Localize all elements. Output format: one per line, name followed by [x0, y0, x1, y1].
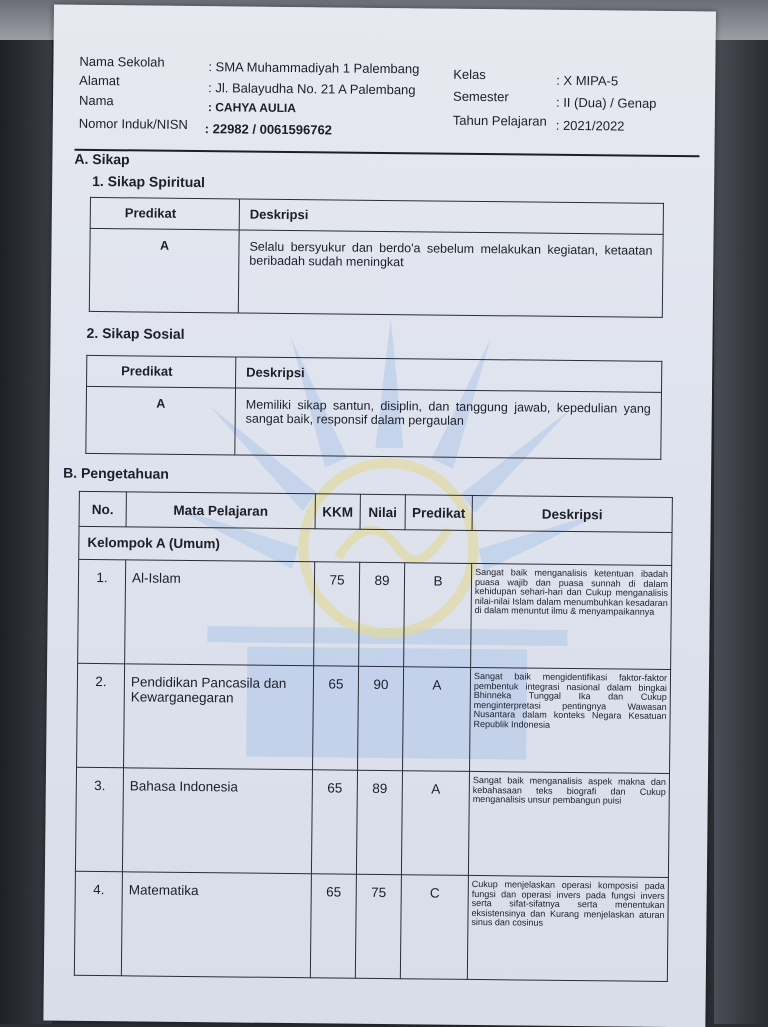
row-deskripsi: Sangat baik menganalisis aspek makna dan kebahasaan teks biografi dan Cukup menganalisis unsur pembangun puisi [468, 771, 669, 877]
header-value-year: : 2021/2022 [555, 117, 625, 134]
header-value-semester: : II (Dua) / Genap [555, 94, 657, 111]
row-nilai: 89 [356, 770, 402, 874]
header-value-class: : X MIPA-5 [556, 72, 619, 89]
group-label: Kelompok A (Umum) [79, 526, 672, 565]
col-no: No. [79, 491, 126, 526]
header-label-address: Alamat [79, 72, 120, 89]
row-kkm: 65 [311, 770, 357, 874]
background-right [714, 0, 768, 1024]
row-kkm: 75 [314, 562, 360, 666]
col-predikat: Predikat [405, 495, 472, 531]
table-row [77, 663, 671, 773]
row-predikat: A [401, 771, 469, 876]
header-label-nisn: Nomor Induk/NISN [78, 115, 188, 132]
col-nilai: Nilai [360, 494, 405, 529]
col-kkm: KKM [315, 494, 360, 529]
row-nilai: 90 [358, 666, 404, 770]
row-mapel: Pendidikan Pancasila dan Kewarganegaran [124, 664, 314, 770]
row-deskripsi: Sangat baik menganalisis ketentuan ibadah puasa wajib dan puasa sunnah di dalam kehidupan sehari-hari dan Cukup menganalisis nilai-nilai Islam dalam menumbuhkan kesadaran di dalam menuntut ilmu & menyampaikannya [471, 563, 672, 669]
col-deskripsi: Deskripsi [472, 495, 672, 532]
section-b-title: B. Pengetahuan [63, 464, 169, 482]
header-value-address: : Jl. Balayudha No. 21 A Palembang [208, 80, 416, 98]
row-no: 2. [77, 663, 125, 767]
col-predikat: Predikat [90, 197, 239, 230]
col-predikat: Predikat [87, 355, 236, 388]
row-deskripsi: Cukup menjelaskan operasi komposisi pada fungsi dan operasi invers pada fungsi invers serta sifat-sifatnya serta menentukan eksistensinya dan Kurang menjelaskan aturan sinus dan cosinus [467, 875, 668, 981]
table-row [75, 767, 669, 877]
header-value-nisn: : 22982 / 0061596762 [204, 121, 333, 138]
row-no: 1. [78, 559, 126, 663]
sosial-deskripsi: Memiliki sikap santun, disiplin, dan tanggung jawab, kepedulian yang sangat baik, responsif dalam pergaulan [235, 388, 662, 459]
row-predikat: A [403, 667, 471, 772]
col-mata-pelajaran: Mata Pelajaran [126, 492, 315, 529]
row-no: 3. [75, 767, 123, 871]
row-predikat: C [400, 875, 468, 980]
row-kkm: 65 [313, 666, 359, 770]
row-mapel: Al-Islam [125, 560, 315, 666]
header-divider [74, 149, 699, 158]
table-row [74, 871, 668, 981]
row-nilai: 89 [359, 562, 405, 666]
row-nilai: 75 [355, 874, 401, 978]
header-label-name: Nama [78, 92, 114, 109]
col-deskripsi: Deskripsi [239, 199, 663, 234]
sikap-sosial-table [85, 355, 662, 460]
col-deskripsi: Deskripsi [236, 357, 662, 392]
row-mapel: Matematika [121, 872, 311, 978]
report-card-page [43, 5, 716, 1027]
header-label-year: Tahun Pelajaran [452, 112, 547, 129]
row-mapel: Bahasa Indonesia [122, 768, 312, 874]
table-row [78, 559, 672, 669]
sikap-spiritual-table [89, 197, 664, 318]
row-kkm: 65 [310, 874, 356, 978]
section-a-title: A. Sikap [74, 150, 130, 168]
header-label-class: Kelas [453, 66, 486, 83]
header-label-school: Nama Sekolah [79, 53, 165, 70]
header-value-school: : SMA Muhammadiyah 1 Palembang [208, 59, 420, 77]
sosial-predikat: A [86, 386, 236, 455]
pengetahuan-table [74, 491, 673, 982]
spiritual-predikat: A [89, 228, 239, 313]
spiritual-deskripsi: Selalu bersyukur dan berdo'a sebelum melakukan kegiatan, ketaatan beribadah sudah meningkat [238, 230, 663, 317]
row-predikat: B [404, 563, 472, 668]
sikap-sosial-title: 2. Sikap Sosial [86, 324, 185, 342]
row-deskripsi: Sangat baik mengidentifikasi faktor-faktor pembentuk integrasi nasional dalam bingkai Bhinneka Tunggal Ika dan Cukup menginterpretasi pentingnya Wawasan Nusantara dalam konteks Negara Kesatuan Republik Indonesia [470, 667, 671, 773]
sikap-spiritual-title: 1. Sikap Spiritual [92, 172, 206, 191]
row-no: 4. [74, 871, 122, 975]
header-value-name: : CAHYA AULIA [207, 100, 297, 116]
header-label-semester: Semester [453, 88, 509, 105]
